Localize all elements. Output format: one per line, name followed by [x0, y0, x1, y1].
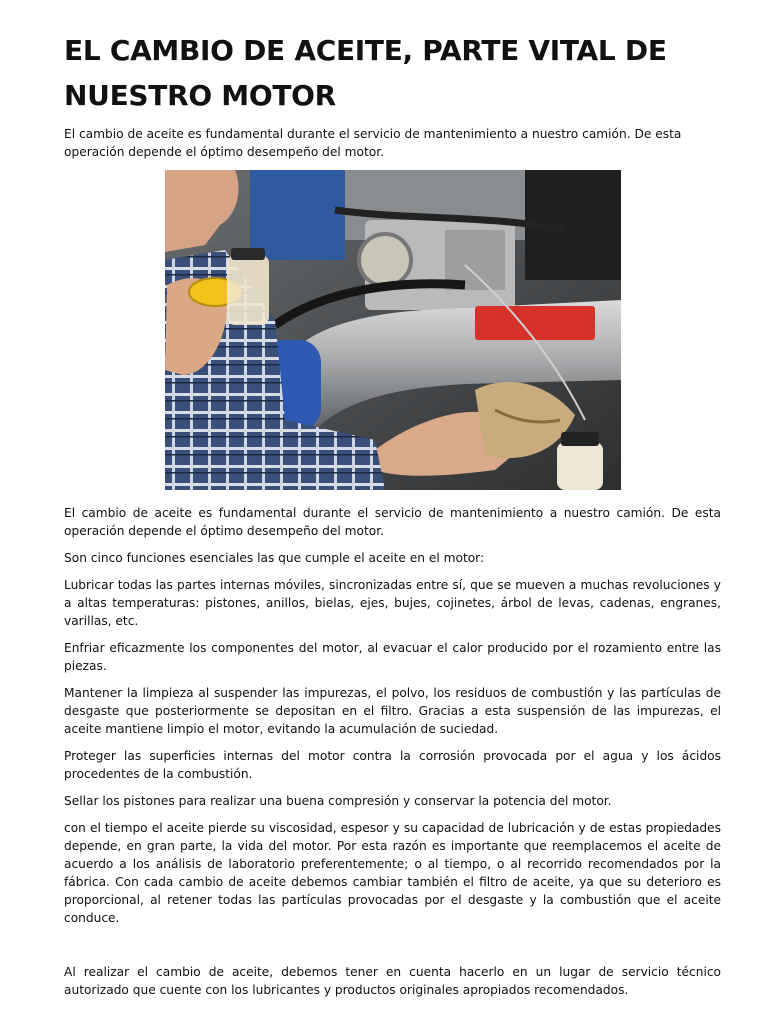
- body-paragraph-9: Al realizar el cambio de aceite, debemos tener en cuenta hacerlo en un lugar de servicio técnico autorizado que cuente con los lubricantes y productos originales apropiados recomendados.: [64, 965, 721, 997]
- article-body: [64, 504, 721, 1008]
- body-paragraph-4: Enfriar eficazmente los componentes del motor, al evacuar el calor producido por el rozamiento entre las piezas.: [64, 641, 721, 673]
- body-paragraph-3: Lubricar todas las partes internas móviles, sincronizadas entre sí, que se mueven a muchas revoluciones y a altas temperaturas: pistones, anillos, bielas, ejes, bujes, cojinetes, árbol de levas, cadenas, engranes, varillas, etc.: [64, 578, 721, 628]
- body-paragraph-8: con el tiempo el aceite pierde su viscosidad, espesor y su capacidad de lubricación y de estas propiedades depende, en gran parte, la vida del motor. Por esta razón es importante que reemplacemos el aceite de acuerdo a los análisis de laboratorio preferentemente; o al tiempo, o al recorrido recomendados por la fábrica. Con cada cambio de aceite debemos cambiar también el filtro de aceite, ya que su deterioro es proporcional, al retener todas las partículas provocadas por el desgaste y la combustión que el aceite conduce.: [64, 821, 721, 925]
- body-paragraph-7: Sellar los pistones para realizar una buena compresión y conservar la potencia del motor.: [64, 794, 612, 808]
- engine-oil-change-photo: [165, 170, 621, 490]
- page-title: EL CAMBIO DE ACEITE, PARTE VITAL DE NUESTRO MOTOR: [64, 34, 667, 112]
- body-paragraph-5: Mantener la limpieza al suspender las impurezas, el polvo, los residuos de combustión y las partículas de desgaste que posteriormente se depositan en el filtro. Gracias a esta suspensión de las impurezas, el aceite mantiene limpio el motor, evitando la acumulación de suciedad.: [64, 686, 721, 736]
- body-paragraph-2: Son cinco funciones esenciales las que cumple el aceite en el motor:: [64, 551, 485, 565]
- body-paragraph-1: El cambio de aceite es fundamental durante el servicio de mantenimiento a nuestro camión. De esta operación depende el óptimo desempeño del motor.: [64, 506, 721, 538]
- body-paragraph-6: Proteger las superficies internas del motor contra la corrosión provocada por el agua y los ácidos procedentes de la combustión.: [64, 749, 721, 781]
- intro-paragraph: El cambio de aceite es fundamental durante el servicio de mantenimiento a nuestro camión. De esta operación depende el óptimo desempeño del motor.: [64, 127, 682, 159]
- engine-photo-icon: [165, 170, 621, 490]
